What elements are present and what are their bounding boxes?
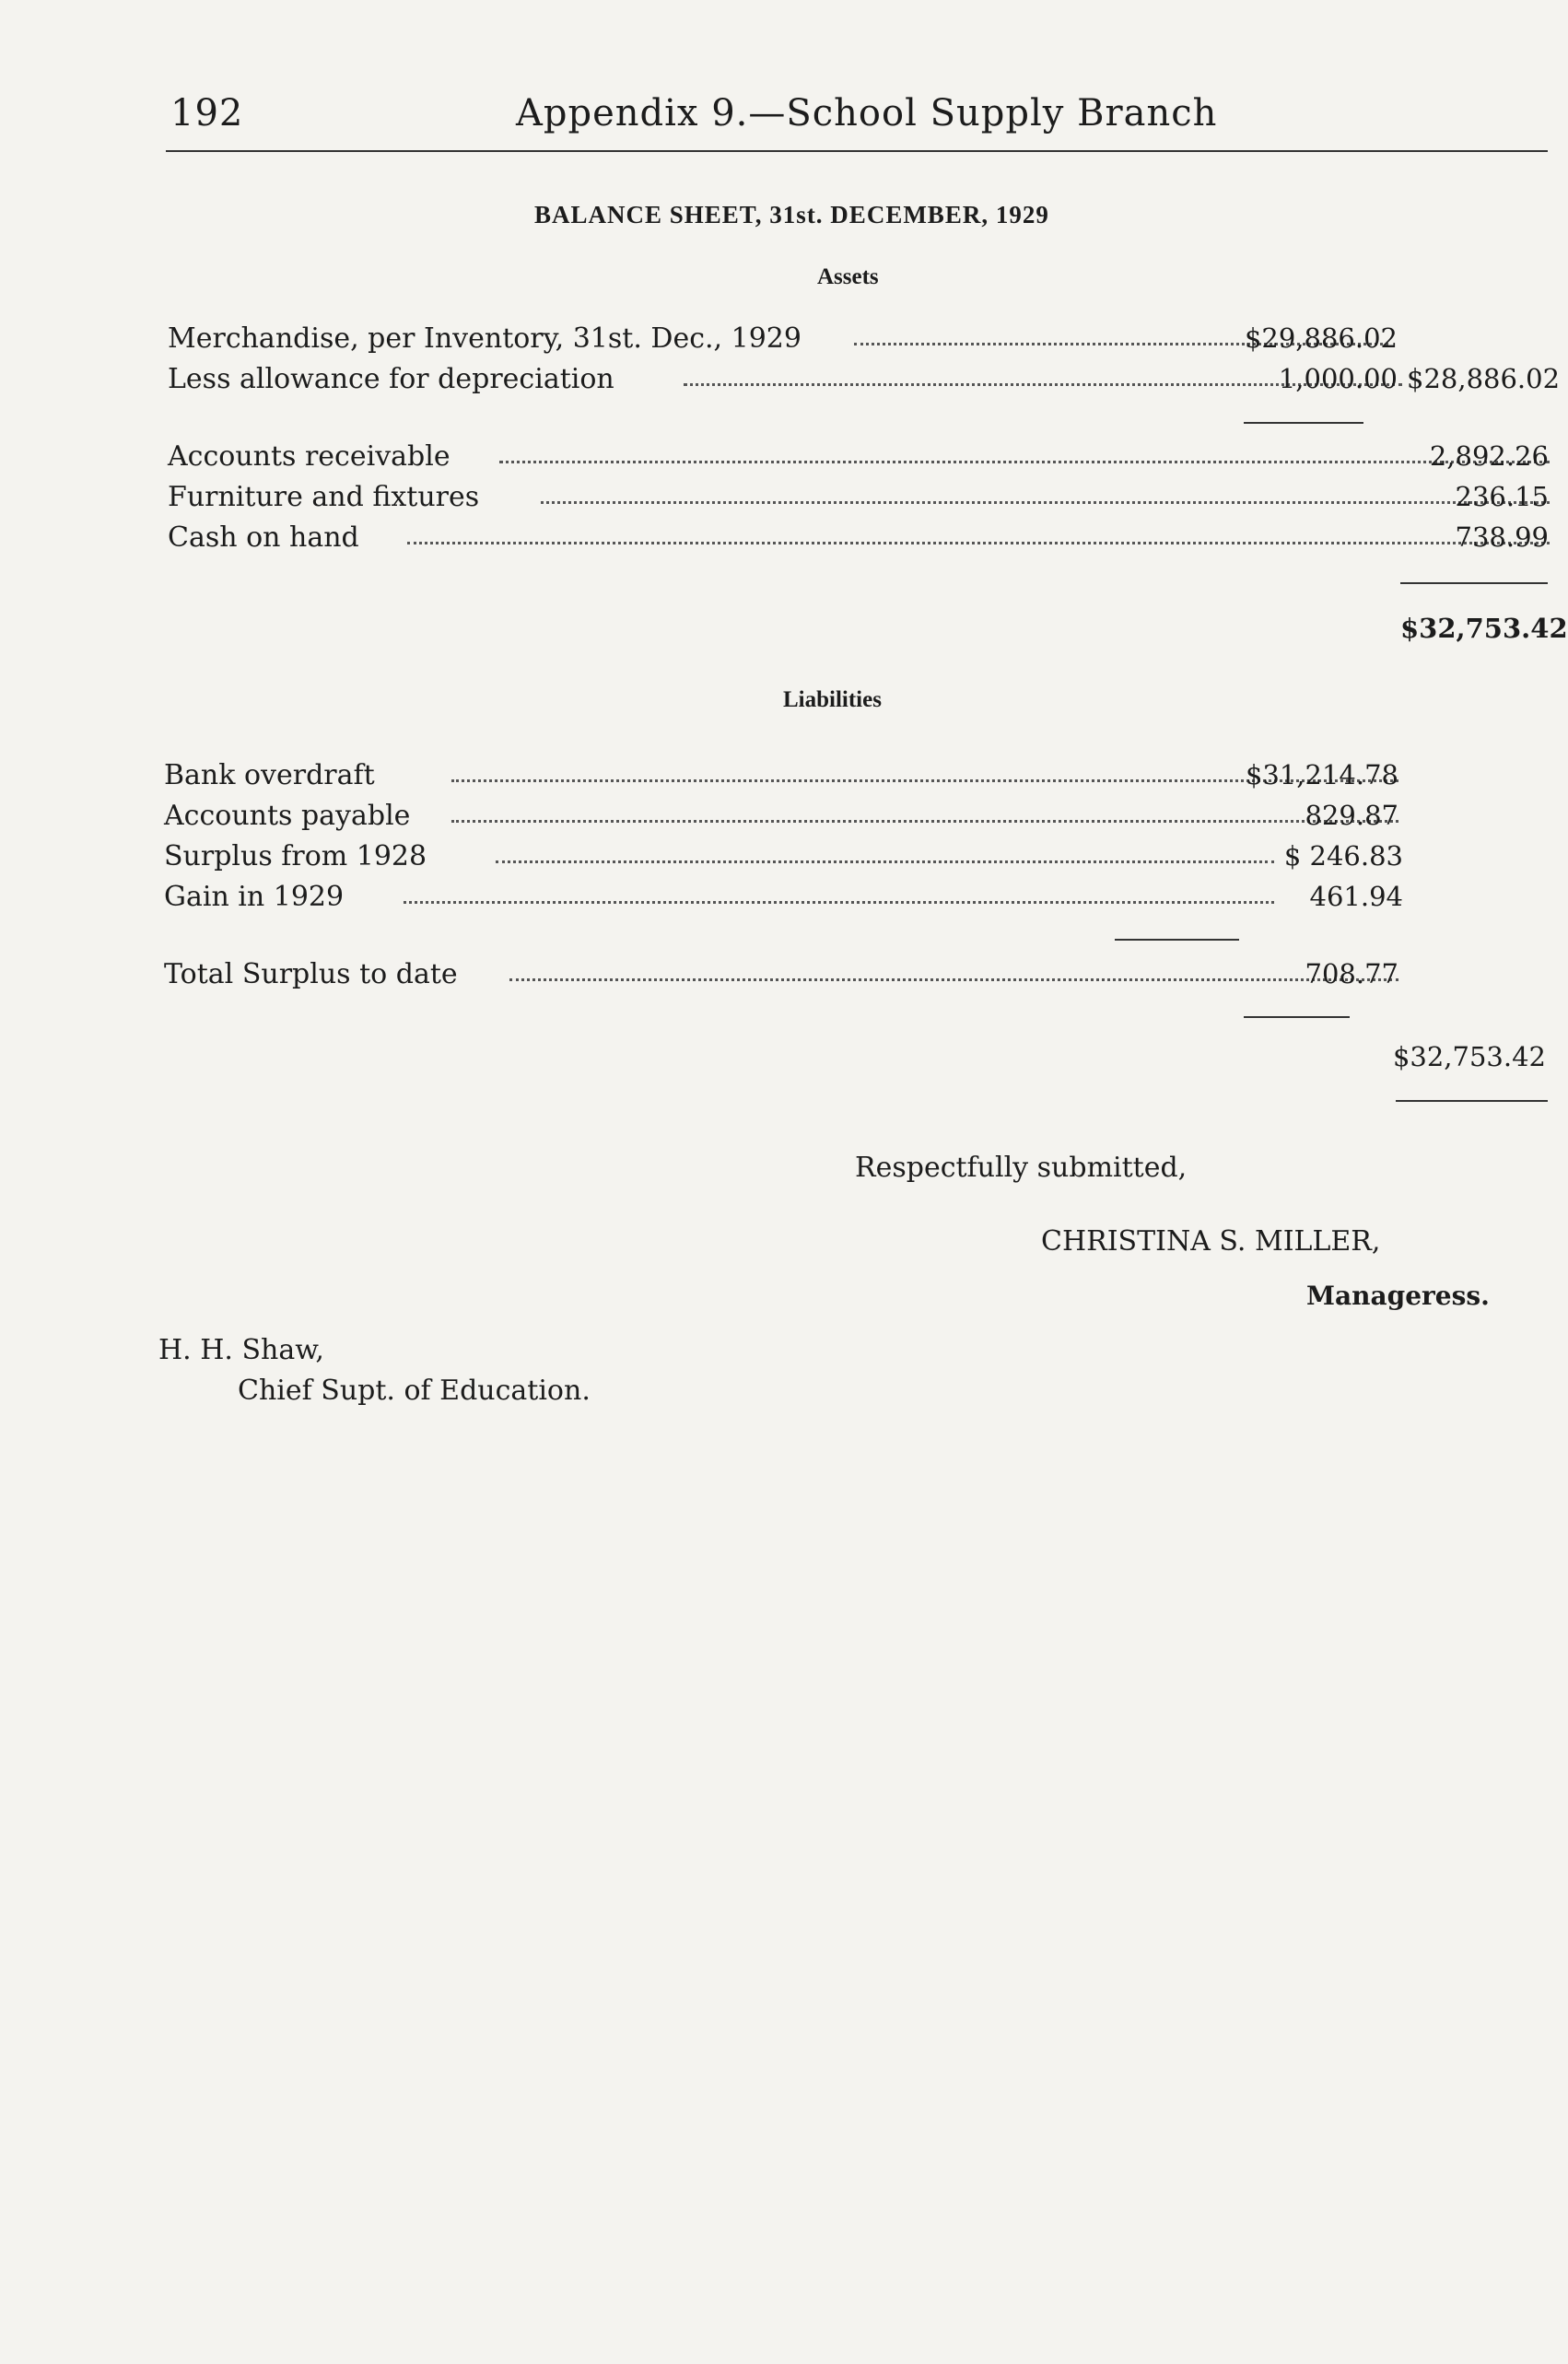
leader-dots (541, 501, 1550, 504)
depreciation-label: Less allowance for depreciation (168, 363, 614, 395)
accounts-payable-amount: 829.87 (1305, 800, 1398, 831)
balance-sheet-title: BALANCE SHEET, 31st. DECEMBER, 1929 (534, 201, 1049, 228)
page-number: 192 (170, 92, 244, 135)
leader-dots (496, 860, 1274, 863)
liabilities-total-rule (1396, 1100, 1548, 1102)
assets-heading: Assets (817, 264, 879, 289)
cash-row (168, 521, 1550, 562)
closing-text: Respectfully submitted, (855, 1152, 1188, 1184)
leader-dots (404, 901, 1274, 904)
signatory-title: Manageress. (1306, 1281, 1490, 1311)
subtotal-rule (1244, 422, 1363, 424)
furniture-amount: 236.15 (1455, 481, 1549, 512)
accounts-receivable-row (168, 440, 1550, 481)
depreciation-amount: 1,000.00 (1278, 363, 1398, 394)
gain-row (164, 881, 1546, 921)
bank-overdraft-row (164, 759, 1546, 800)
bank-overdraft-label: Bank overdraft (164, 759, 375, 791)
total-surplus-amount: 708.77 (1305, 958, 1398, 989)
net-merchandise-amount: $28,886.02 (1407, 363, 1561, 394)
accounts-receivable-label: Accounts receivable (168, 440, 451, 473)
liabilities-subtotal-rule (1244, 1016, 1350, 1018)
merchandise-row (168, 322, 1550, 363)
cash-amount: 738.99 (1455, 521, 1549, 553)
furniture-row (168, 481, 1550, 521)
accounts-receivable-amount: 2,892.26 (1429, 440, 1549, 472)
signatory-name: CHRISTINA S. MILLER, (1041, 1225, 1381, 1258)
bank-overdraft-amount: $31,214.78 (1245, 759, 1398, 790)
furniture-label: Furniture and fixtures (168, 481, 480, 513)
liabilities-heading: Liabilities (783, 687, 882, 712)
cash-label: Cash on hand (168, 521, 359, 554)
surplus-row (164, 840, 1546, 881)
header-rule (166, 150, 1548, 152)
surplus-rule (1115, 939, 1239, 941)
merchandise-amount: $29,886.02 (1244, 322, 1398, 354)
leader-dots (499, 461, 1550, 463)
surplus-label: Surplus from 1928 (164, 840, 427, 872)
accounts-payable-label: Accounts payable (164, 800, 411, 832)
approver-name: H. H. Shaw, (158, 1334, 324, 1366)
gain-amount: 461.94 (1309, 881, 1403, 912)
surplus-amount: $ 246.83 (1283, 840, 1403, 872)
approver-title: Chief Supt. of Education. (238, 1375, 591, 1407)
running-title: Appendix 9.—School Supply Branch (516, 92, 1218, 135)
depreciation-row (168, 363, 1561, 404)
leader-dots (407, 542, 1550, 544)
liabilities-total: $32,753.42 (1392, 1041, 1546, 1072)
accounts-payable-row (164, 800, 1546, 840)
assets-total-rule (1400, 582, 1548, 584)
gain-label: Gain in 1929 (164, 881, 345, 913)
assets-total: $32,753.42 (1400, 613, 1568, 644)
total-surplus-row (164, 958, 1546, 999)
total-surplus-label: Total Surplus to date (164, 958, 458, 990)
merchandise-label: Merchandise, per Inventory, 31st. Dec., 1929 (168, 322, 802, 355)
